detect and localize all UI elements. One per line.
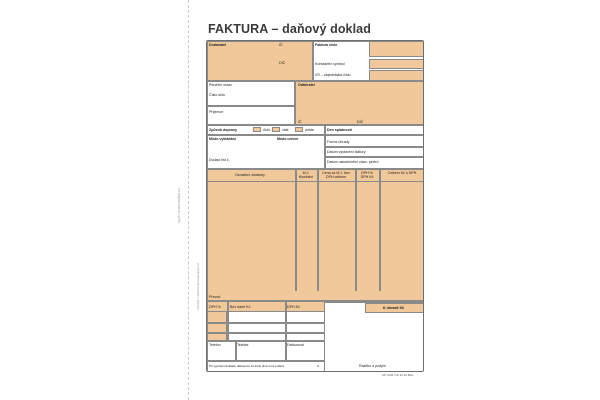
col-divider-4 <box>379 169 381 291</box>
order-number-label: VS – objednávka číslo <box>315 73 351 77</box>
vat-col-divider-2 <box>285 301 287 341</box>
invoice-number-field[interactable] <box>369 41 424 57</box>
side-print-text-2: Výrobce / záruční list www.optys.cz <box>196 263 200 310</box>
unload-place-label: Místo vykládání <box>209 137 236 141</box>
col-vat-header: DPH % DPH Kč <box>360 171 374 179</box>
bank-institution-label: Peněžní ústav <box>209 83 232 87</box>
items-table[interactable] <box>207 169 424 301</box>
transport-auto-label: Auto <box>263 128 271 132</box>
vat-header-row <box>207 301 325 312</box>
customer-ic-label: IČ <box>298 120 302 124</box>
supplier-dic-label: DIČ <box>279 61 286 65</box>
phones-row <box>207 341 325 361</box>
col-price-header: Cena za M.J. bez DPH celkem <box>322 171 350 179</box>
transport-post-checkbox[interactable] <box>295 127 303 132</box>
customer-label: Odběratel <box>298 83 315 87</box>
note-text: Při vyplnění dokladu děkujeme za kódy plné úrok podání <box>209 364 285 368</box>
invoice-form <box>206 40 424 372</box>
order-number-field[interactable] <box>369 70 424 81</box>
vat-row-divider-1 <box>207 322 325 324</box>
vat-col-divider-1 <box>227 301 229 341</box>
tax-date-label: Datum uskutečnění zdan. plnění <box>327 160 379 164</box>
vat-amount-header: DPH Kč <box>287 305 300 309</box>
recipient-label: Příjemce <box>209 110 224 114</box>
transport-post-label: pošta <box>305 128 314 132</box>
document-title: FAKTURA – daňový doklad <box>208 22 371 36</box>
supplier-label: Dodavatel <box>209 43 227 47</box>
vat-base-header: Bez daně Kč <box>230 305 251 309</box>
payment-divider-2 <box>325 156 424 158</box>
customer-box[interactable] <box>295 81 424 125</box>
vat-row-divider-2 <box>207 332 325 334</box>
footer-code: OP 1011 OP-11-10 BAL <box>382 373 414 377</box>
invoice-number-label: Faktura číslo <box>315 43 338 47</box>
side-print-text: Vyplň / 01 BALOUŠEK.CZ <box>177 187 181 223</box>
constant-symbol-field[interactable] <box>369 59 424 69</box>
stamp-signature-label: Razítko a podpis <box>359 364 386 368</box>
bank-account-label: Číslo účtu <box>209 93 225 97</box>
col-divider-2 <box>317 169 319 291</box>
destination-label: Místo určení <box>277 137 299 141</box>
col-divider-1 <box>295 169 297 291</box>
payment-form-label: Forma úhrady <box>327 140 350 144</box>
due-date-label: Den splatnosti <box>327 128 352 132</box>
constant-symbol-label: Konstantní symbol <box>315 62 345 66</box>
transport-train-label: vlak <box>282 128 289 132</box>
note-end-text: Ix <box>317 364 320 368</box>
fax-label: Telefax <box>237 343 249 347</box>
transport-label: Způsob dopravy <box>209 128 237 132</box>
col-unit-header: M.J. Množství <box>298 171 314 179</box>
to-pay-label: K úhradě Kč <box>383 306 405 310</box>
transport-auto-checkbox[interactable] <box>253 127 261 132</box>
delivery-note-label: Dodací list č. <box>209 158 230 162</box>
supplier-box[interactable] <box>207 41 313 81</box>
col-divider-3 <box>355 169 357 291</box>
phone-label: Telefon <box>209 343 221 347</box>
carryover-label: Převod <box>209 295 221 299</box>
perforation-line <box>188 0 189 400</box>
col-description-header: Označení dodávky <box>235 173 265 177</box>
bank-divider <box>207 105 295 107</box>
invoiced-by-label: Fakturoval <box>287 343 304 347</box>
vat-rate-header: DPH % <box>209 305 221 309</box>
supplier-ic-label: IČ <box>279 43 283 47</box>
issue-date-label: Datum vystavení faktury <box>327 150 366 154</box>
col-total-header: Celkem Kč s DPH <box>387 171 417 175</box>
payment-divider-1 <box>325 146 424 148</box>
transport-train-checkbox[interactable] <box>272 127 280 132</box>
customer-dic-label: DIČ <box>357 120 364 124</box>
bank-box <box>207 81 295 125</box>
